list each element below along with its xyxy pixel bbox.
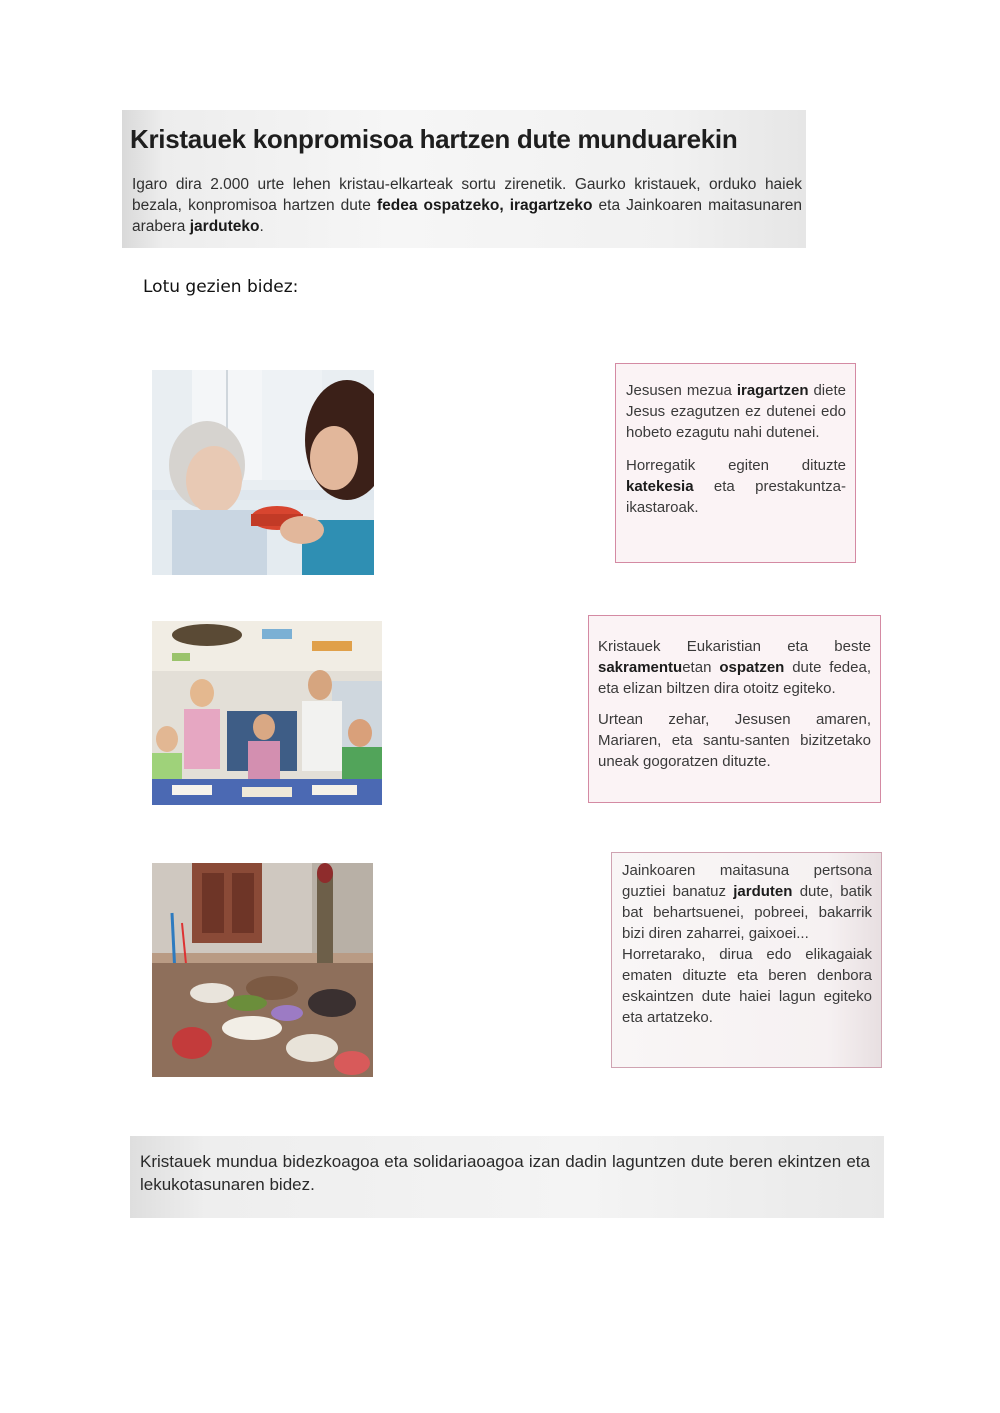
card-bold-keyword: sakramentu (598, 659, 683, 676)
card-bold-keyword: katekesia (626, 478, 694, 495)
photo-festival-procession[interactable] (152, 863, 373, 1077)
page-title: Kristauek konpromisoa hartzen dute munduarekin (130, 124, 738, 154)
photo-festival-image (152, 863, 373, 1077)
footer-text: Kristauek mundua bidezkoagoa eta solidariaoagoa izan dadin laguntzen dute beren ekintzen eta lekukotasunaren bidez. (140, 1152, 870, 1194)
intro-text (132, 174, 802, 237)
card-act-paragraph-1 (622, 860, 872, 944)
card-text: Kristauek Eukaristian eta beste (598, 638, 871, 655)
card-text: diete Jesus ezagutzen ez dutenei edo hobeto ezagutu nahi dutenei. (626, 382, 846, 441)
intro-bold-act: jarduteko (189, 218, 260, 235)
photo-classroom-image (152, 621, 382, 805)
header-box (122, 110, 806, 248)
card-announce-paragraph-2 (626, 455, 846, 518)
instruction-text: Lotu gezien bidez: (143, 277, 299, 297)
card-text: dute fedea, eta elizan biltzen dira otoitz egiteko. (598, 659, 871, 697)
intro-bold-celebrate: fedea ospatzeko, iragartzeko (376, 197, 593, 214)
intro-text-part: eta Jainkoaren maitasunaren arabera (132, 197, 802, 235)
card-text: Horregatik egiten dituzte (626, 457, 846, 474)
card-text: dute, batik bat behartsuenei, pobreei, bakarrik bizi diren zaharrei, gaixoei... (622, 883, 872, 942)
photo-classroom-teacher[interactable] (152, 621, 382, 805)
card-act-paragraph-2: Horretarako, dirua edo elikagaiak ematen dituzte eta beren denbora eskaintzen dute haiei lagun egiteko eta artatzeko. (622, 946, 872, 1026)
card-text: eta prestakuntza-ikastaroak. (626, 478, 846, 516)
card-bold-keyword: iragartzen (736, 382, 809, 399)
card-celebrate-paragraph-1 (598, 636, 871, 699)
card-text: Jainkoaren maitasuna pertsona guztiei banatuz (622, 862, 872, 900)
intro-text-part: . (259, 218, 264, 235)
card-act[interactable] (611, 852, 882, 1068)
intro-text-part: Igaro dira 2.000 urte lehen kristau-elkarteak sortu zirenetik. Gaurko kristauek, orduko haiek bezala, konpromisoa hartzen dute (132, 176, 802, 214)
photo-caregiver-feeding[interactable] (152, 370, 374, 575)
card-bold-keyword: jarduten (733, 883, 793, 900)
card-announce[interactable] (615, 363, 856, 563)
card-text: etan (682, 659, 720, 676)
card-celebrate-paragraph-2: Urtean zehar, Jesusen amaren, Mariaren, eta santu-santen bizitzetako uneak gogoratzen dituzte. (598, 711, 871, 770)
card-announce-paragraph-1 (626, 380, 846, 443)
photo-caregiver-image (152, 370, 374, 575)
card-text: Jesusen mezua (626, 382, 737, 399)
card-bold-keyword: ospatzen (719, 659, 785, 676)
card-celebrate[interactable] (588, 615, 881, 803)
footer-box (130, 1136, 884, 1218)
